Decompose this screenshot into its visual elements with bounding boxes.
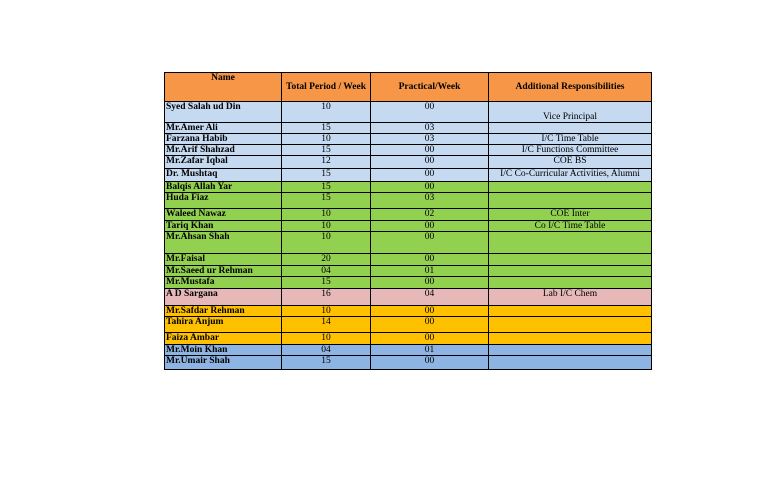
cell-total[interactable]: 15 [282,193,371,209]
cell-total[interactable]: 10 [282,232,371,254]
table-row [165,277,652,289]
cell-name[interactable]: Mr.Faisal [165,254,282,266]
cell-total[interactable]: 20 [282,254,371,266]
cell-practical[interactable]: 00 [371,232,489,254]
table-row [165,169,652,182]
cell-responsibility[interactable] [489,277,652,289]
cell-responsibility[interactable] [489,232,652,254]
cell-name[interactable]: Balqis Allah Yar [165,182,282,193]
cell-practical[interactable]: 00 [371,356,489,370]
cell-responsibility[interactable] [489,193,652,209]
cell-practical[interactable]: 00 [371,317,489,333]
table-row [165,145,652,156]
cell-practical[interactable]: 02 [371,209,489,221]
cell-total[interactable]: 15 [282,277,371,289]
cell-practical[interactable]: 03 [371,193,489,209]
cell-total[interactable]: 10 [282,221,371,232]
table-row [165,156,652,169]
cell-responsibility[interactable] [489,254,652,266]
cell-name[interactable]: Tahira Anjum [165,317,282,333]
cell-total[interactable]: 12 [282,156,371,169]
table-row [165,134,652,145]
header-row [165,73,652,102]
table-row [165,266,652,277]
cell-name[interactable]: Mr.Zafar Iqbal [165,156,282,169]
cell-name[interactable]: Syed Salah ud Din [165,102,282,123]
cell-name[interactable]: Mr.Mustafa [165,277,282,289]
cell-practical[interactable]: 00 [371,277,489,289]
cell-practical[interactable]: 03 [371,134,489,145]
cell-name[interactable]: Mr.Umair Shah [165,356,282,370]
cell-practical[interactable]: 00 [371,182,489,193]
cell-responsibility[interactable]: I/C Co-Curricular Activities, Alumni [489,169,652,182]
cell-practical[interactable]: 00 [371,254,489,266]
cell-responsibility[interactable] [489,356,652,370]
table-row [165,102,652,123]
table-row [165,356,652,370]
cell-responsibility[interactable]: I/C Functions Committee [489,145,652,156]
header-practical[interactable]: Practical/Week [371,73,489,102]
cell-practical[interactable]: 00 [371,221,489,232]
cell-practical[interactable]: 01 [371,345,489,356]
cell-total[interactable]: 15 [282,169,371,182]
cell-total[interactable]: 10 [282,209,371,221]
table-row [165,209,652,221]
cell-total[interactable]: 15 [282,182,371,193]
cell-name[interactable]: Mr.Moin Khan [165,345,282,356]
cell-name[interactable]: Mr.Amer Ali [165,123,282,134]
cell-practical[interactable]: 00 [371,169,489,182]
cell-name[interactable]: Dr. Mushtaq [165,169,282,182]
cell-total[interactable]: 14 [282,317,371,333]
cell-responsibility[interactable]: COE BS [489,156,652,169]
table-row [165,123,652,134]
cell-responsibility[interactable] [489,333,652,345]
cell-total[interactable]: 10 [282,102,371,123]
cell-practical[interactable]: 04 [371,289,489,306]
cell-responsibility[interactable]: Co I/C Time Table [489,221,652,232]
cell-total[interactable]: 15 [282,145,371,156]
table-row [165,345,652,356]
cell-practical[interactable]: 00 [371,333,489,345]
table-row [165,193,652,209]
cell-responsibility[interactable] [489,182,652,193]
cell-responsibility[interactable] [489,266,652,277]
cell-practical[interactable]: 00 [371,145,489,156]
cell-responsibility[interactable] [489,345,652,356]
cell-total[interactable]: 15 [282,356,371,370]
table-row [165,289,652,306]
cell-name[interactable]: Farzana Habib [165,134,282,145]
cell-responsibility[interactable]: Lab I/C Chem [489,289,652,306]
cell-name[interactable]: Mr.Arif Shahzad [165,145,282,156]
cell-total[interactable]: 10 [282,333,371,345]
cell-responsibility[interactable]: I/C Time Table [489,134,652,145]
cell-responsibility[interactable] [489,317,652,333]
table-row [165,221,652,232]
cell-total[interactable]: 15 [282,123,371,134]
cell-name[interactable]: Mr.Safdar Rehman [165,306,282,317]
cell-total[interactable]: 10 [282,306,371,317]
cell-name[interactable]: A D Sargana [165,289,282,306]
cell-name[interactable]: Tariq Khan [165,221,282,232]
table-row [165,333,652,345]
table-row [165,232,652,254]
cell-practical[interactable]: 03 [371,123,489,134]
table-row [165,182,652,193]
cell-total[interactable]: 10 [282,134,371,145]
cell-name[interactable]: Huda Fiaz [165,193,282,209]
cell-practical[interactable]: 00 [371,306,489,317]
cell-name[interactable]: Mr.Saeed ur Rehman [165,266,282,277]
cell-name[interactable]: Faiza Ambar [165,333,282,345]
cell-practical[interactable]: 00 [371,102,489,123]
table-row [165,306,652,317]
cell-name[interactable]: Mr.Ahsan Shah [165,232,282,254]
staff-workload-table [164,72,652,370]
header-total-period[interactable]: Total Period / Week [282,73,371,102]
header-name[interactable]: Name [165,73,282,102]
cell-practical[interactable]: 00 [371,156,489,169]
cell-name[interactable]: Waleed Nawaz [165,209,282,221]
cell-total[interactable]: 16 [282,289,371,306]
cell-responsibility[interactable]: Vice Principal [489,102,652,123]
cell-responsibility[interactable]: COE Inter [489,209,652,221]
header-responsibilities[interactable]: Additional Responsibilities [489,73,652,102]
table-row [165,317,652,333]
cell-total[interactable]: 04 [282,345,371,356]
cell-total[interactable]: 04 [282,266,371,277]
cell-practical[interactable]: 01 [371,266,489,277]
table-row [165,254,652,266]
cell-responsibility[interactable] [489,123,652,134]
cell-responsibility[interactable] [489,306,652,317]
